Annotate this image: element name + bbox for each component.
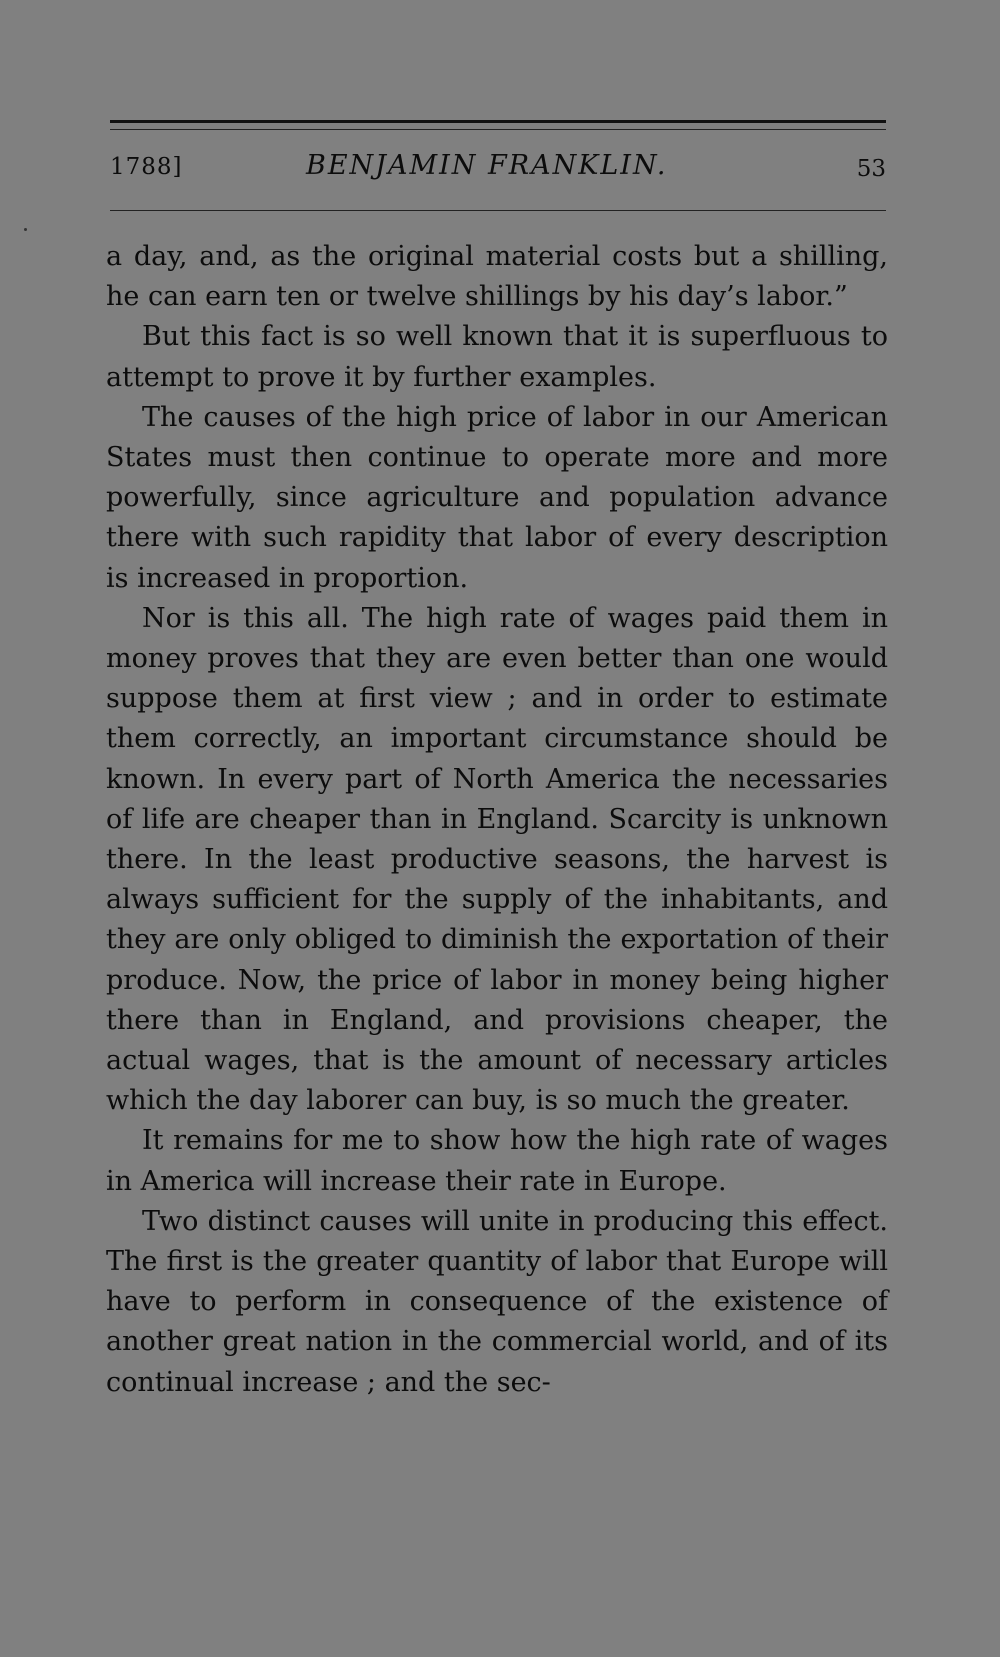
book-page — [106, 120, 888, 1403]
page-speck — [24, 228, 27, 231]
header-top-rule — [110, 120, 886, 123]
header-year: 1788] — [110, 154, 183, 180]
paragraph: Nor is this all. The high rate of wages paid them in money proves that they are even better than one would suppose them at first view ; and in order to estimate them correctly, an important circumstance should be known. In every part of North America the necessaries of life are cheaper than in England. Scarcity is unknown there. In the least productive seasons, the harvest is always sufficient for the supply of the inhabitants, and they are only obliged to diminish the exportation of their produce. Now, the price of labor in money being higher there than in England, and provisions cheaper, the actual wages, that is the amount of necessary articles which the day laborer can buy, is so much the greater. — [106, 602, 888, 1117]
paragraph: Two distinct causes will unite in producing this effect. The first is the greater quantity of labor that Europe will have to perform in consequence of the existence of another great nation in the commercial world, and of its continual increase ; and the sec- — [106, 1205, 888, 1398]
paragraph: But this fact is so well known that it is superfluous to attempt to prove it by further examples. — [106, 321, 888, 393]
paragraph-continuation: a day, and, as the original material costs but a shilling, he can earn ten or twelve shillings by his day’s labor.” — [106, 241, 888, 313]
body-text — [106, 237, 888, 1403]
header-second-rule — [110, 129, 886, 130]
paragraph: The causes of the high price of labor in our American States must then continue to operate more and more powerfully, since agriculture and population advance there with such rapidity that labor of every description is increased in proportion. — [106, 401, 888, 594]
header-title: BENJAMIN FRANKLIN. — [306, 150, 668, 181]
running-header — [106, 146, 888, 202]
page-number: 53 — [856, 156, 886, 182]
paragraph: It remains for me to show how the high rate of wages in America will increase their rate in Europe. — [106, 1125, 888, 1197]
header-bottom-rule — [110, 210, 886, 211]
